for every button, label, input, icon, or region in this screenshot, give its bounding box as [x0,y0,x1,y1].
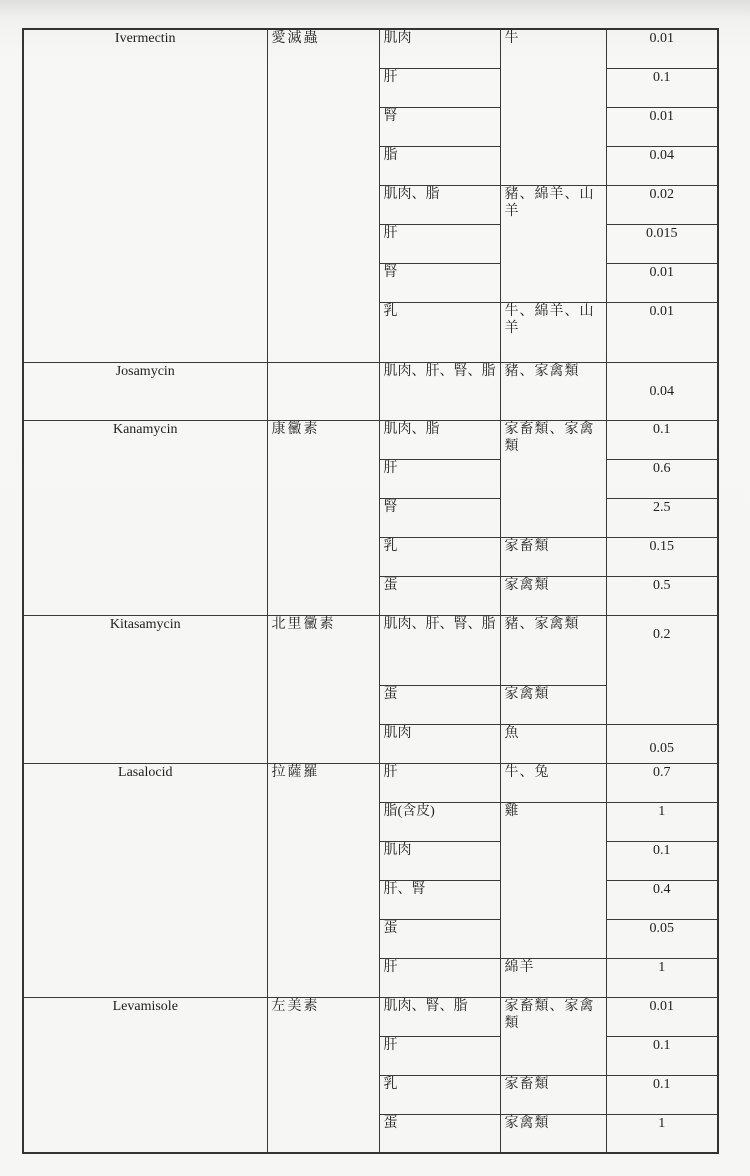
tissue-cell: 肌肉、肝、腎、脂 [379,615,500,685]
drug-name: Lasalocid [23,763,267,997]
tissue-cell: 肝 [379,68,500,107]
tissue-cell: 肝 [379,958,500,997]
mrl-value: 2.5 [606,498,718,537]
mrl-value: 0.7 [606,763,718,802]
tissue-cell: 肝 [379,763,500,802]
drug-chinese-name: 拉薩羅 [267,763,379,997]
species-cell: 魚 [500,724,606,763]
species-cell: 豬、綿羊、山羊 [500,185,606,302]
tissue-cell: 肌肉、脂 [379,420,500,459]
table-row [23,29,718,68]
tissue-cell: 肌肉 [379,29,500,68]
drug-name: Kanamycin [23,420,267,615]
mrl-value: 0.01 [606,997,718,1036]
tissue-cell: 肌肉、脂 [379,185,500,224]
mrl-value: 0.01 [606,302,718,362]
species-cell: 家禽類 [500,685,606,724]
tissue-cell: 脂 [379,146,500,185]
tissue-cell: 肝 [379,1036,500,1075]
species-cell: 家畜類、家禽類 [500,420,606,537]
tissue-cell: 蛋 [379,919,500,958]
mrl-value: 0.05 [606,919,718,958]
tissue-cell: 乳 [379,302,500,362]
tissue-cell: 肌肉、腎、脂 [379,997,500,1036]
species-cell: 家禽類 [500,1114,606,1153]
mrl-value: 0.1 [606,420,718,459]
mrl-value: 0.04 [606,146,718,185]
mrl-value: 0.01 [606,29,718,68]
tissue-cell: 腎 [379,107,500,146]
species-cell: 雞 [500,802,606,958]
table-row [23,362,718,420]
mrl-value: 0.05 [606,724,718,763]
species-cell: 家畜類 [500,537,606,576]
tissue-cell: 肝 [379,224,500,263]
drug-chinese-name: 左美素 [267,997,379,1153]
tissue-cell: 蛋 [379,576,500,615]
tissue-cell: 肌肉 [379,841,500,880]
species-cell: 牛 [500,29,606,185]
mrl-value: 0.01 [606,107,718,146]
tissue-cell: 肝 [379,459,500,498]
tissue-cell: 肌肉、肝、腎、脂 [379,362,500,420]
drug-name: Josamycin [23,362,267,420]
mrl-value: 1 [606,802,718,841]
mrl-value: 0.2 [606,615,718,724]
table-row [23,997,718,1036]
drug-chinese-name: 北里黴素 [267,615,379,763]
tissue-cell: 蛋 [379,1114,500,1153]
species-cell: 家畜類 [500,1075,606,1114]
species-cell: 家畜類、家禽類 [500,997,606,1075]
species-cell: 綿羊 [500,958,606,997]
mrl-value: 1 [606,958,718,997]
residue-limit-table [22,28,719,1154]
drug-name: Levamisole [23,997,267,1153]
tissue-cell: 乳 [379,1075,500,1114]
mrl-value: 0.4 [606,880,718,919]
species-cell: 家禽類 [500,576,606,615]
mrl-value: 0.1 [606,1075,718,1114]
drug-name: Ivermectin [23,29,267,362]
table-row [23,420,718,459]
mrl-value: 0.1 [606,1036,718,1075]
mrl-value: 1 [606,1114,718,1153]
tissue-cell: 乳 [379,537,500,576]
tissue-cell: 腎 [379,263,500,302]
tissue-cell: 脂(含皮) [379,802,500,841]
mrl-value: 0.01 [606,263,718,302]
mrl-value: 0.1 [606,68,718,107]
mrl-value: 0.015 [606,224,718,263]
species-cell: 牛、兔 [500,763,606,802]
tissue-cell: 肌肉 [379,724,500,763]
mrl-value: 0.04 [606,362,718,420]
drug-chinese-name [267,362,379,420]
species-cell: 牛、綿羊、山羊 [500,302,606,362]
mrl-value: 0.02 [606,185,718,224]
tissue-cell: 蛋 [379,685,500,724]
table-row [23,615,718,685]
drug-chinese-name: 康黴素 [267,420,379,615]
tissue-cell: 腎 [379,498,500,537]
mrl-value: 0.6 [606,459,718,498]
mrl-value: 0.5 [606,576,718,615]
mrl-value: 0.1 [606,841,718,880]
species-cell: 豬、家禽類 [500,615,606,685]
mrl-value: 0.15 [606,537,718,576]
table-row [23,763,718,802]
species-cell: 豬、家禽類 [500,362,606,420]
drug-chinese-name: 愛滅蟲 [267,29,379,362]
drug-name: Kitasamycin [23,615,267,763]
tissue-cell: 肝、腎 [379,880,500,919]
